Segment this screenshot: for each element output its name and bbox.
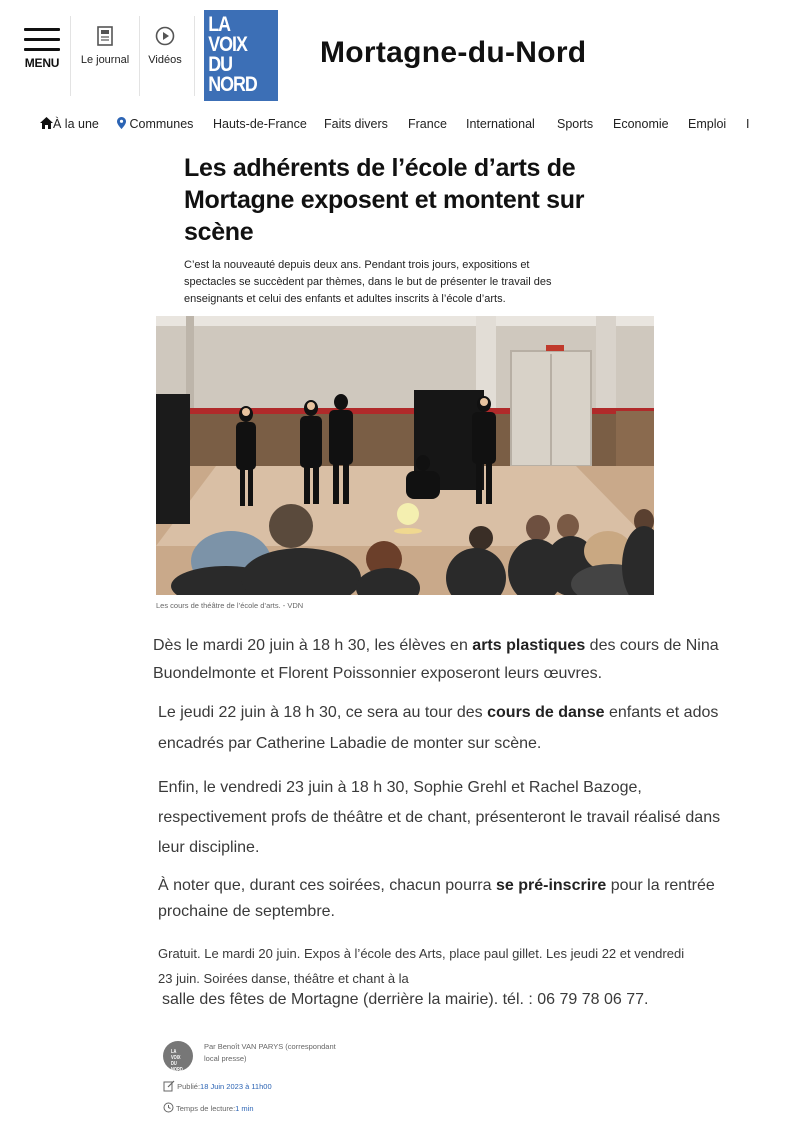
nav-label: Communes [129,117,194,131]
hamburger-icon [24,28,60,51]
nav-item-faits-divers[interactable]: Faits divers [324,117,388,131]
nav-item-sports[interactable]: Sports [557,117,594,131]
author-avatar [163,1041,193,1071]
practical-info-line: Gratuit. Le mardi 20 juin. Expos à l’école des Arts, place paul gillet. Les jeudi 22 et vendredi [158,946,685,961]
practical-info-line: 23 juin. Soirées danse, théâtre et chant à la [158,971,409,986]
avatar-logo: LA VOIX DU NORD [171,1049,183,1073]
logo-text: VOIX [208,33,247,56]
videos-button[interactable] [145,26,185,66]
journal-label: Le journal [80,54,130,66]
paragraph-1: Dès le mardi 20 juin à 18 h 30, les élèves en arts plastiques des cours de Nina Buondelmonte et Florent Poissonnier exposeront leurs œuvres. [153,637,719,682]
photo-caption: Les cours de théâtre de l’école d’arts. - VDN [156,601,304,610]
nav-item-economie[interactable]: Economie [613,117,669,131]
paragraph-4: À noter que, durant ces soirées, chacun pourra se pré-inscrire pour la rentrée prochaine de septembre. [158,877,715,920]
nav-item-hauts-de-france[interactable]: Hauts-de-France [213,117,307,131]
site-header [0,0,800,110]
header-divider [139,16,140,96]
menu-label: MENU [24,56,60,70]
edition-title: Mortagne-du-Nord [320,36,587,69]
home-icon [40,117,53,129]
article-lead: C’est la nouveauté depuis deux ans. Pendant trois jours, expositions et spectacles se succèdent par thèmes, dans le but de présenter le travail des enseignants et celui des enfants et adultes inscrits à l’école d’arts. [184,259,552,305]
site-logo[interactable] [204,10,278,101]
nav-item-a-la-une[interactable] [40,117,99,131]
videos-label: Vidéos [148,54,182,66]
clock-icon [163,1102,174,1113]
newspaper-icon [96,26,114,46]
header-divider [194,16,195,96]
header-divider [70,16,71,96]
nav-item-international[interactable]: International [466,117,535,131]
location-pin-icon [117,117,126,129]
practical-info-line: salle des fêtes de Mortagne (derrière la mairie). tél. : 06 79 78 06 77. [162,991,649,1008]
paragraph-3: Enfin, le vendredi 23 juin à 18 h 30, Sophie Grehl et Rachel Bazoge, respectivement profs de théâtre et de chant, présenteront le travail réalisé dans leur discipline. [158,779,721,856]
logo-text: LA [208,13,231,36]
theatre-class-photo [156,316,654,595]
logo-text: NORD [208,73,257,96]
article-photo [156,316,654,595]
main-nav [0,115,800,135]
article-title: Les adhérents de l’école d’arts de Mortagne exposent et montent sur scène [184,154,585,246]
journal-button[interactable] [80,26,130,66]
nav-item-emploi[interactable]: Emploi [688,117,727,131]
published-date: Publié:18 Juin 2023 à 11h00 [163,1080,272,1093]
nav-item-france[interactable]: France [408,117,447,131]
paragraph-2: Le jeudi 22 juin à 18 h 30, ce sera au tour des cours de danse enfants et ados encadrés par Catherine Labadie de monter sur scène. [158,704,719,752]
edit-icon [163,1080,175,1092]
play-circle-icon [155,26,175,46]
nav-item-more[interactable]: I [746,117,750,131]
nav-item-communes[interactable] [117,117,193,131]
author-byline: Par Benoît VAN PARYS (correspondant local presse) [204,1042,336,1063]
nav-label: À la une [53,117,99,131]
logo-text: DU [208,53,232,76]
menu-button[interactable] [24,28,60,70]
reading-time: Temps de lecture:1 min [163,1102,254,1115]
